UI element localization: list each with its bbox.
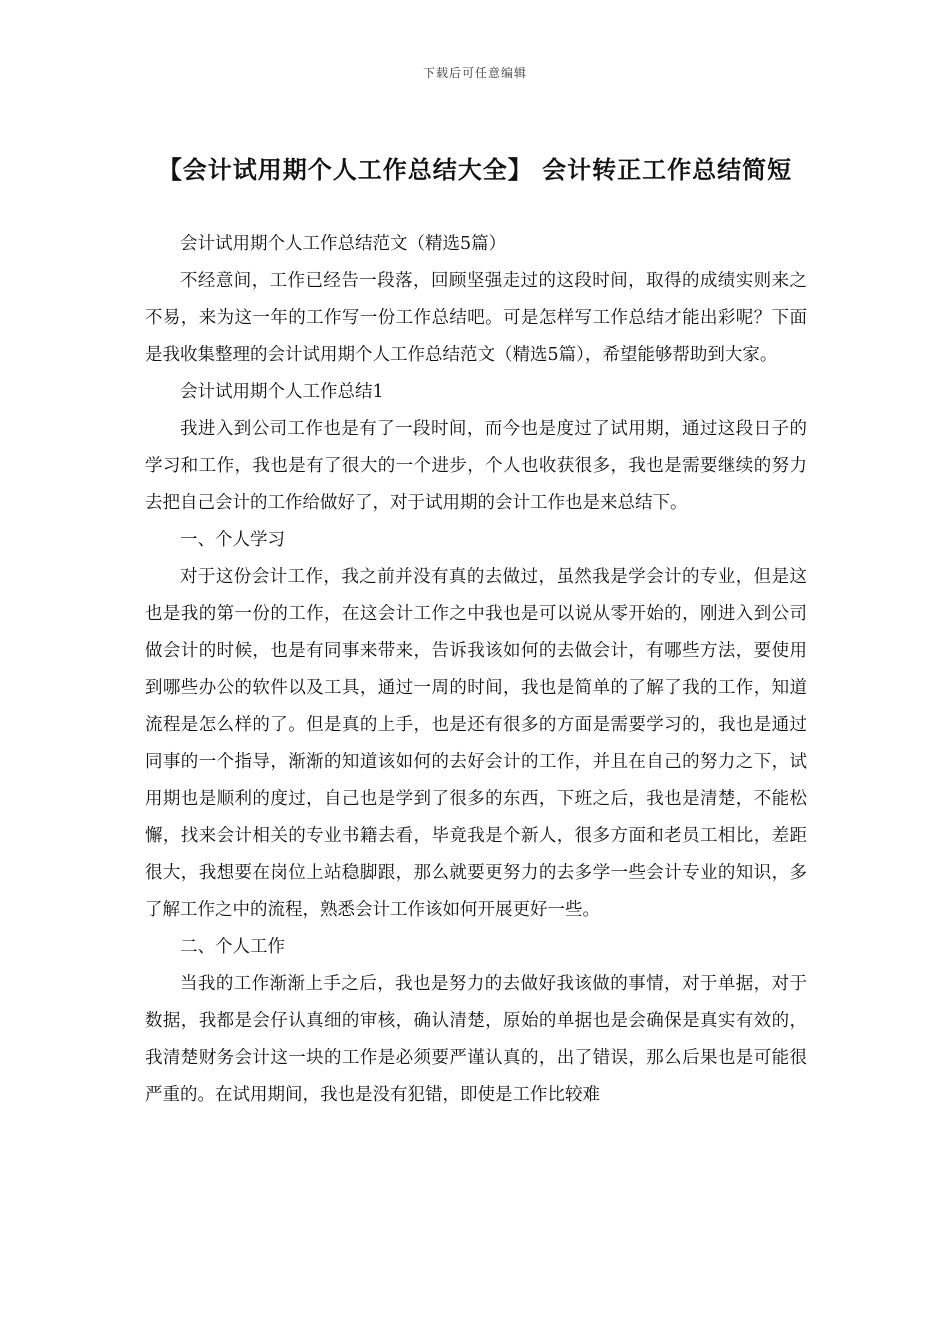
paragraph-personal-study: 对于这份会计工作，我之前并没有真的去做过，虽然我是学会计的专业，但是这也是我的第一份的工作，在这会计工作之中我也是可以说从零开始的，刚进入到公司做会计的时候，也是有同事来带来，告诉我该如何的去做会计，有哪些方法，要使用到哪些办公的软件以及工具，通过一周的时间，我也是简单的了解了我的工作，知道流程是怎么样的了。但是真的上手，也是还有很多的方面是需要学习的，我也是通过同事的一个指导，渐渐的知道该如何的去好会计的工作，并且在自己的努力之下，试用期也是顺利的度过，自己也是学到了很多的东西，下班之后，我也是清楚，不能松懈，找来会计相关的专业书籍去看，毕竟我是个新人，很多方面和老员工相比，差距很大，我想要在岗位上站稳脚跟，那么就要更努力的去多学一些会计专业的知识，多了解工作之中的流程，熟悉会计工作该如何开展更好一些。 bbox=[145, 567, 807, 920]
section-heading-summary-1: 会计试用期个人工作总结1 bbox=[180, 382, 384, 402]
paragraph-personal-work: 当我的工作渐渐上手之后，我也是努力的去做好我该做的事情，对于单据，对于数据，我都是会仔认真细的审核，确认清楚，原始的单据也是会确保是真实有效的，我清楚财务会计这一块的工作是必须要严谨认真的，出了错误，那么后果也是可能很严重的。在试用期间，我也是没有犯错，即使是工作比较难 bbox=[145, 974, 807, 1105]
paragraph-subtitle: 会计试用期个人工作总结范文（精选5篇） bbox=[180, 234, 507, 254]
document-body bbox=[145, 226, 807, 1114]
header-note: 下载后可任意编辑 bbox=[422, 66, 527, 80]
paragraph-intro: 不经意间，工作已经告一段落，回顾坚强走过的这段时间，取得的成绩实则来之不易，来为这一年的工作写一份工作总结吧。可是怎样写工作总结才能出彩呢？下面是我收集整理的会计试用期个人工作总结范文（精选5篇），希望能够帮助到大家。 bbox=[145, 271, 807, 365]
section-heading-personal-study: 一、个人学习 bbox=[180, 530, 285, 550]
section-heading-personal-work: 二、个人工作 bbox=[180, 937, 285, 957]
paragraph-summary-1: 我进入到公司工作也是有了一段时间，而今也是度过了试用期，通过这段日子的学习和工作，我也是有了很大的一个进步，个人也收获很多，我也是需要继续的努力去把自己会计的工作给做好了，对于试用期的会计工作也是来总结下。 bbox=[145, 419, 807, 513]
document-title: 【会计试用期个人工作总结大全】 会计转正工作总结简短 bbox=[157, 156, 793, 184]
